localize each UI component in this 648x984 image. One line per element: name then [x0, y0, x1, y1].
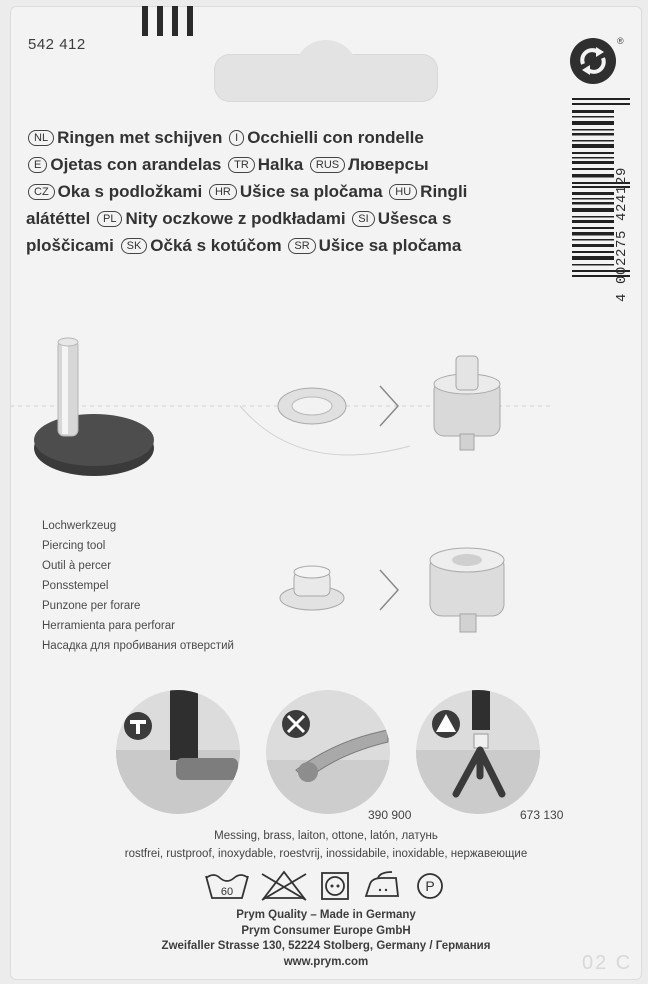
title-text: Occhielli con rondelle	[247, 128, 424, 147]
title-text: ploščicami	[26, 236, 114, 255]
tool-label: Lochwerkzeug	[42, 520, 117, 532]
language-code-badge: PL	[97, 211, 122, 227]
footer-line: www.prym.com	[283, 955, 369, 968]
title-line	[26, 232, 566, 259]
language-code-badge: RUS	[310, 157, 345, 173]
pliers-number: 390 900	[368, 808, 412, 822]
language-code-badge: CZ	[28, 184, 55, 200]
tripod-number: 673 130	[520, 808, 564, 822]
tool-label: Насадка для пробивания отверстий	[42, 640, 234, 652]
title-line	[26, 178, 566, 205]
title-text: Ringli	[420, 182, 468, 201]
no-bleach-icon	[262, 872, 306, 900]
dry-clean-p-icon	[418, 874, 442, 898]
title-text: Ojetas con arandelas	[50, 155, 222, 174]
care-symbols	[202, 868, 462, 906]
tool-labels	[42, 516, 234, 656]
recycle-icon	[570, 38, 616, 84]
language-code-badge: SR	[288, 238, 315, 254]
tripod-method-image	[416, 690, 540, 814]
title-text: Halka	[257, 155, 304, 174]
barcode-digits: 4 002275 424129	[614, 166, 630, 302]
package-back-card	[10, 6, 642, 980]
language-code-badge: I	[229, 130, 244, 146]
tool-options	[10, 690, 642, 830]
hang-hole	[214, 54, 438, 102]
title-text: Ušice sa pločama	[318, 236, 462, 255]
svg-text:P: P	[425, 878, 435, 894]
setting-die-bottom-image	[430, 548, 504, 632]
eyelet-image	[280, 566, 344, 610]
product-titles	[26, 124, 566, 259]
title-text: Oka s podložkami	[57, 182, 203, 201]
article-number: 542 412	[28, 36, 86, 53]
wash-60-icon	[206, 875, 248, 898]
tool-label: Piercing tool	[42, 540, 106, 552]
title-text: Nity oczkowe z podkładami	[125, 209, 346, 228]
language-code-badge: SK	[121, 238, 148, 254]
language-code-badge: HU	[389, 184, 417, 200]
tool-label: Punzone per forare	[42, 600, 141, 612]
tumble-dry-icon	[322, 873, 348, 899]
language-code-badge: TR	[228, 157, 255, 173]
top-bar-marks	[142, 6, 193, 36]
title-line	[26, 151, 566, 178]
arrow-icon	[380, 570, 398, 610]
materials-brass: Messing, brass, laiton, ottone, latón, латунь	[214, 830, 438, 842]
title-text: Ušice sa pločama	[239, 182, 383, 201]
title-text: Očká s kotúčom	[150, 236, 282, 255]
pliers-method-image	[266, 690, 390, 814]
tool-label: Outil à percer	[42, 560, 112, 572]
title-text: Люверсы	[348, 155, 429, 174]
piercing-tool-image	[34, 338, 154, 476]
footer-line: Zweifaller Strasse 130, 52224 Stolberg, Germany / Германия	[161, 940, 491, 952]
title-text: alátéttel	[26, 209, 91, 228]
ghost-print: 02 C	[582, 952, 633, 974]
hammer-method-image	[116, 690, 240, 814]
language-code-badge: HR	[209, 184, 237, 200]
footer-line: Prym Consumer Europe GmbH	[241, 924, 411, 937]
setting-die-top-image	[434, 356, 500, 450]
eyelet-washer-image	[278, 388, 346, 424]
title-text: Ušesca s	[377, 209, 452, 228]
tool-label: Herramienta para perforar	[42, 620, 175, 632]
title-line	[26, 124, 566, 151]
title-text: Ringen met schijven	[57, 128, 223, 147]
registered-mark: ®	[617, 36, 624, 46]
language-code-badge: SI	[352, 211, 374, 227]
wash-temp: 60	[220, 886, 234, 898]
footer-line: Prym Quality – Made in Germany	[236, 909, 416, 921]
language-code-badge: E	[28, 157, 47, 173]
language-code-badge: NL	[28, 130, 54, 146]
footer-address	[10, 908, 642, 970]
materials-rustproof: rostfrei, rustproof, inoxydable, roestvrij, inossidabile, inoxidable, нержавеющие	[124, 848, 528, 860]
iron-icon	[366, 872, 398, 896]
tool-label: Ponsstempel	[42, 580, 109, 592]
title-line	[26, 205, 566, 232]
